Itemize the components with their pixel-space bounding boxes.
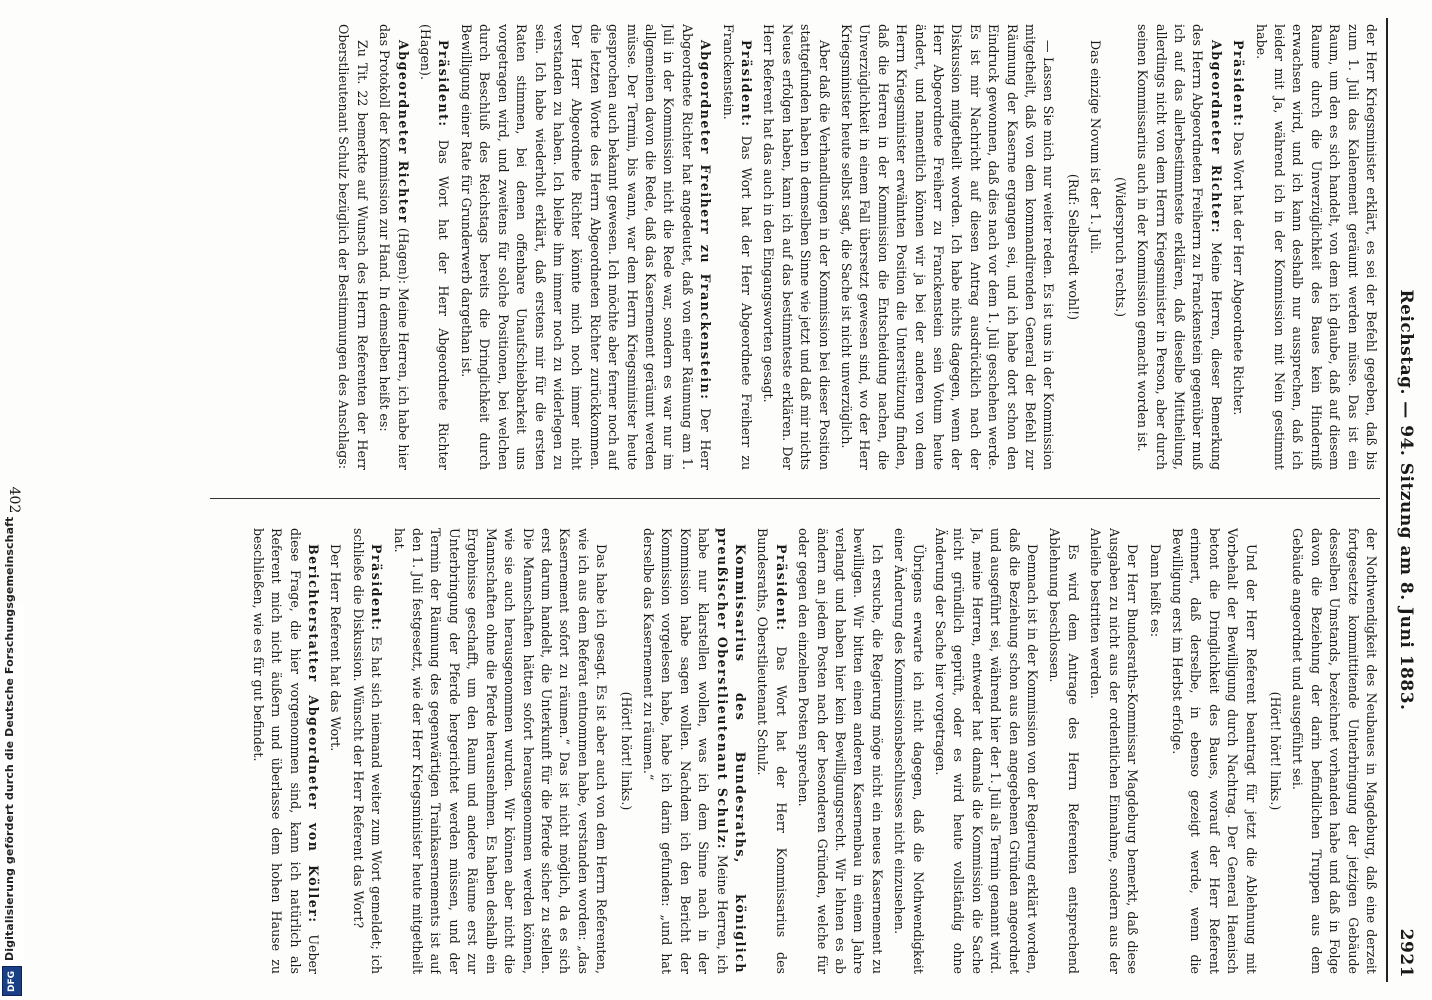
speech-text: Das Wort hat der Herr Kommissarius des Bundesraths, Oberstlieutenant Schulz. [755, 528, 789, 974]
speech-text: Meine Herren, dieser Bemerkung des Herrn Abgeordneten Freiherrn zu Franckenstein gegenüber muß ich auf das allerbestimmteste erklären, daß dieselbe Mittheilung, allerdings nicht von dem Herrn Kriegsminister in Person, aber durch seinen Kommissarius auch in der Kommission gemacht worden ist. [1135, 24, 1224, 470]
paragraph: Und der Herr Referent beantragt für jetzt die Ablehnung mit Vorbehalt der Bewilligung durch Nachtrag. Der General Haenisch betont die Dringlichkeit des Baues, worauf der Herr Referent erinnert, daß derselbe, in ebenso gezeigt werde, wenn die Bewilligung erst im Herbst erfolge. [1169, 528, 1259, 974]
paragraph [639, 528, 749, 974]
paragraph: Aber daß die Verhandlungen in der Kommission bei dieser Position stattgefunden haben in demselben Sinne wie jetzt und daß mir nichts Neues erfolgen haben, kann ich auf das bestimmteste erklären. Der Herr Referent hat das auch in den Eingangsworten gesagt. [761, 24, 832, 470]
paragraph: Es wird dem Antrage des Herrn Referenten entsprechend Ablehnung beschlossen. [1047, 528, 1081, 974]
paragraph [1229, 24, 1247, 470]
paragraph: Das habe ich gesagt. Es ist aber auch von dem Herrn Referenten, wie ich aus dem Referat entnommen habe, verstanden worden: „das Kasernement sofort zu räumen.“ Das ist nicht möglich, da es sich erst darum handelt, die Unterkunft für die Pferde sicher zu stellen. Die Mannschaften hätten sofort herausgenommen werden können, wie sie auch herausgenommen wurden. Wir können aber nicht die Mannschaften ohne die Pferde herausnehmen. Es haben deshalb ein Ergebnisse geschafft, um den Raum und andere Räume erst zur Unterbringung der Pferde hergerichtet werden müssen, und der Termin der Räumung des gegenwärtigen Trainkasernements ist auf den 1. Juli festgesetzt, wie der Herr Kriegsminister heute mitgetheilt hat. [391, 528, 610, 974]
paragraph [416, 24, 453, 470]
speech-text: Der Herr Abgeordnete Richter hat angedeutet, daß von einer Räumung am 1. Juli in der Kommission nicht die Rede war, sondern es war nur im allgemeinen davon die Rede, daß das Kasernement geräumt werden müsse. Der Termin, bis wann, war dem Herrn Kriegsminister heute gesprochen auch bekannt gewesen. Ich möchte aber ferner noch auf die letzten Worte des Herrn Abgeordneten Richter zurückkommen. Der Herr Abgeordnete Richter könnte mich noch immer nicht verstanden zu haben. Ich bleibe ihm immer noch zu widerlegen zu sein. Ich habe wiederholt erklärt, daß erstens mir für die ersten Raten stimmen, bei denen offenbare Unaufschiebbarkeit uns vorgetragen wird, und zweitens für solche Positionen, bei welchen durch Beschluß des Reichstags bereits die Dringlichkeit durch Bewilligung einer Rate für Grunderwerb dargethan ist. [458, 24, 714, 470]
speaker-label: Abgeordneter Richter: [1208, 40, 1224, 235]
session-title: Reichstag. — 94. Sitzung am 8. Juni 1883. [1396, 289, 1416, 711]
paragraph [457, 24, 715, 470]
paragraph: Demnach ist in der Kommission von der Regierung erklärt worden, daß die Beziehung schon aus den angegebenen Gründen angeordnet und ausgeführt sei, während hier der 1. Juli als Termin genannt wird. Ja, meine Herren, entweder hat damals die Kommission die Sache nicht gründlich geprüft, oder es wird heute vollständig ohne Änderung der Sache hier vorgetragen. [933, 528, 1041, 974]
paragraph: der Herr Kriegsminister erklärt, es sei der Befehl gegeben, daß bis zum 1. Juli das Kalenement geräumt werden müsse. Das ist ein Raum, um den es sich handelt, von dem ich glaube, daß auf diesem Raume durch die Unverzüglichkeit des Baues kein Hinderniß erwachsen wird, und ich kann deshalb nur aussprechen, daß ich leider mit Ja, während ich in der Kommission mit Nein gestimmt habe. [1253, 24, 1379, 470]
speaker-label: Präsident: [773, 544, 789, 632]
right-column [26, 528, 1380, 974]
column-divider [210, 498, 1380, 499]
speaker-label: Kommissarius des Bundesraths, königlich preußischer Oberstlieutenant Schulz: [714, 528, 748, 974]
speaker-label: Abgeordneter Freiherr zu Franckenstein: [698, 40, 714, 401]
paragraph: Ich ersuche, die Regierung möge nicht ein neues Kasernement zu bewilligen. Wir bitten einen anderen Kasernenbau in einem Jahre verlangt und haben hier kein Bewilligungsrecht. Wir lehnen es ab ändern an jedem Posten nach der besonderen Gründen, welche für oder gegen den einzelnen Posten sprechen. [796, 528, 885, 974]
speech-text: Das Wort hat der Herr Abgeordnete Freiherr zu Franckenstein. [720, 24, 754, 470]
speech-text: Es hat sich niemand weiter zum Wort gemeldet; ich schließe die Diskussion. Wünscht der Herr Referent das Wort? [350, 528, 385, 974]
paragraph [753, 528, 790, 974]
speech-text: Ueber diese Frage, die hier vorgenommen sind, kann ich natürlich als Referent mich nicht äußern und überlasse dem hohen Hause zu beschließen, wie es für gut befindet. [250, 528, 322, 974]
speech-text: Das Wort hat der Herr Abgeordnete Richter. [1231, 131, 1247, 416]
speaker-label: Präsident: [436, 40, 452, 128]
paragraph: Dann heißt es: [1147, 544, 1163, 638]
speaker-label: Abgeordneter Richter [395, 40, 411, 224]
speech-text: Das Wort hat der Herr Abgeordnete Richter (Hagen). [418, 24, 452, 470]
speaker-label: Präsident: [369, 544, 385, 632]
paragraph [348, 528, 385, 974]
interjection: (Widerspruch rechts.) [1112, 176, 1128, 318]
paragraph: der Nothwendigkeit des Neubaues in Magdeburg, daß eine derzeit fortgesetzte kommittitende Unterbringung der jetzigen Gebäude desselben Umstands, bezeichnet vorhanden habe und daß in Folge davon die Beziehung der darin befindlichen Truppen aus dem Gebäude angeordnet und ausgeführt sei. [1290, 528, 1379, 974]
speaker-label: Präsident: [739, 40, 754, 128]
interjection: (Hört! hört! links.) [1267, 691, 1283, 811]
interjection: (Hört! hört! links.) [618, 691, 634, 811]
paragraph [718, 24, 755, 470]
paragraph: Übrigens erwarte ich nicht dagegen, daß die Nothwendigkeit einer Änderung des Kommissionsbeschlusses nicht einzusehen. [892, 528, 926, 974]
paragraph: Das einzige Novum ist der 1. Juli. [1088, 40, 1104, 254]
paragraph [1133, 24, 1225, 470]
paragraph: — Lassen Sie mich nur weiter reden. Es ist uns in der Kommission mitgetheilt, daß von dem kommandirenden General der Befehl zur Räumung der Kaserne ergangen sei, und ich habe dort schon den Eindruck gewonnen, daß dies nach vor dem 1. Juli geschehen werde. Es ist mir Nachricht auf diesen Antrag ausdrücklich nach der Diskussion mitgetheilt worden. Ich habe nichts dagegen, wenn der Herr Abgeordnete Freiherr zu Franckenstein sein Votum heute ändert, und namentlich können wir ja bei der anderen von dem Herrn Kriegsminister erwähnten Position die Unterstützung finden, daß die Herren in der Kommission die Entscheidung nachen, die Unverzüglichkeit in einem Fall übersetzt gewesen sind, wo der Herr Kriegsminister heute selbst sagt, die Sache ist nicht unverzüglich. [839, 24, 1057, 470]
speaker-label: Berichterstatter Abgeordneter von Köller: [306, 544, 322, 924]
paragraph: Zu Tit. 22 bemerkte auf Wunsch des Herrn Referenten der Herr Oberstlieutenant Schulz bezüglich der Bestimmungen des Anschlags: [336, 24, 370, 470]
running-head [1390, 22, 1420, 978]
speech-text: Meine Herren, ich habe nur klarstellen wollen, was ich dem Sinne nach in der Kommission habe sagen wollen. Nachdem ich den Bericht der Kommission vorgelesen habe, habe ich darin gefunden: „und hat derselbe das Kasernement zu räumen.“ [640, 528, 730, 974]
speech-text: (Hagen): Meine Herren, ich habe hier das Protokoll der Kommission zur Hand. In demselben heißt es: [377, 24, 411, 470]
speaker-label: Präsident: [1231, 40, 1247, 128]
funding-notice: Digitalisierung gefördert durch die Deutsche Forschungsgemeinschaft [3, 516, 16, 961]
paragraph [375, 24, 412, 470]
digitization-banner [0, 516, 24, 1000]
folio-number: 402 [6, 486, 22, 514]
page-number-right: 2921 [1396, 928, 1416, 978]
interjection: (Ruf: Selbstredt wohl!) [1065, 173, 1081, 321]
dfg-logo-icon: DFG [2, 966, 22, 996]
header-rule [1386, 18, 1388, 982]
left-column [26, 24, 1380, 470]
paragraph: Der Herr Referent hat das Wort. [328, 544, 344, 752]
paragraph [248, 528, 322, 974]
paragraph: Der Herr Bundesraths-Kommissar Magdeburg bemerkt, daß diese Ausgaben zu nicht aus der ordentlichen Einnahme, sondern aus der Anleihe bestritten werden. [1088, 528, 1141, 974]
